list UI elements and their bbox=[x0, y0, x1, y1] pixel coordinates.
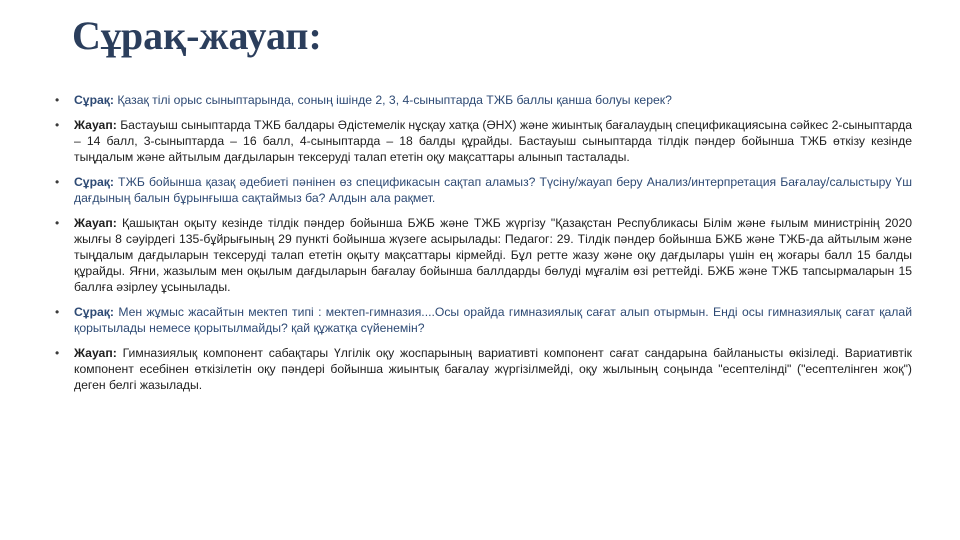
question-item bbox=[52, 92, 912, 108]
answer-label: Жауап: bbox=[74, 118, 117, 132]
page-title: Сұрақ-жауап: bbox=[72, 13, 322, 58]
bullet-icon: • bbox=[55, 216, 60, 230]
bullet-icon: • bbox=[55, 175, 60, 189]
bullet-icon: • bbox=[55, 118, 60, 132]
answer-text: Бастауыш сыныптарда ТЖБ балдары Әдістемелік нұсқау хатқа (ӘНХ) және жиынтық бағалаудың спецификациясына сәйкес 2-сыныптарда – 14 балл, 3-сыныптарда – 16 балл, 4-сыныптарда – 18 балды құрайды. Бастауыш сыныптарда тілдік пәндер бойынша ТЖБ өткізу кезінде тыңдалым және айтылым дағдыларын тексеруді талап ететін оқу мақсаттары алынып тасталады. bbox=[74, 118, 913, 164]
answer-label: Жауап: bbox=[74, 216, 117, 230]
question-item bbox=[52, 304, 912, 336]
answer-item bbox=[52, 215, 912, 295]
bullet-icon: • bbox=[55, 305, 60, 319]
question-text: Қазақ тілі орыс сыныптарында, соның ішінде 2, 3, 4-сыныптарда ТЖБ баллы қанша болуы керек? bbox=[117, 93, 672, 107]
question-text: Мен жұмыс жасайтын мектеп типі : мектеп-гимназия....Осы орайда гимназиялық сағат алып отырмын. Енді осы гимназиялық сағат қалай қорытылады немесе қорытылмайды? қай құжатқа сүйенемін? bbox=[74, 305, 913, 335]
answer-item bbox=[52, 345, 912, 393]
bullet-icon: • bbox=[55, 93, 60, 107]
question-label: Сұрақ: bbox=[74, 93, 114, 107]
question-label: Сұрақ: bbox=[74, 175, 114, 189]
question-label: Сұрақ: bbox=[74, 305, 114, 319]
question-item bbox=[52, 174, 912, 206]
answer-text: Қашықтан оқыту кезінде тілдік пәндер бойынша БЖБ және ТЖБ жүргізу "Қазақстан Республикасы Білім және ғылым министрінің 2020 жылғы 8 сәуірдегі 135-бұйрығының 29 пункті бойынша жүзеге асырылады: Педагог: 29. Тілдік пәндер бойынша БЖБ және ТЖБ-да айтылым және тыңдалым дағдыларын тексеруді талап ететін оқыту мақсаттары кірмейді. Бұл ретте жазу және оқу дағдылары үшін ең жоғары балл 15 балды құрайды. Яғни, жазылым мен оқылым дағдыларын бағалау бойынша баллдарды бөлуді мұғалім өзі реттейді. БЖБ және ТЖБ тапсырмаларын 15 баллға әзірлеу ұсынылады. bbox=[74, 216, 913, 294]
bullet-icon: • bbox=[55, 346, 60, 360]
answer-text: Гимназиялық компонент сабақтары Үлгілік оқу жоспарының вариативті компонент сағат сандарына байланысты өкізіледі. Вариативтік компонент есебінен өткізілетін оқу пәндері бойынша жиынтық бағалау жүргізілмейді, оқу жылының соңында "есептелінді" ("есептелінген жоқ") деген белгі жазылады. bbox=[74, 346, 913, 392]
qa-list bbox=[52, 92, 912, 402]
answer-label: Жауап: bbox=[74, 346, 117, 360]
question-text: ТЖБ бойынша қазақ әдебиеті пәнінен өз спецификасын сақтап аламыз? Түсіну/жауап беру Анализ/интерпретация Бағалау/салыстыру Үш дағдының балын бұрынғыша сақтаймыз ба? Алдын ала рақмет. bbox=[74, 175, 912, 205]
answer-item bbox=[52, 117, 912, 165]
